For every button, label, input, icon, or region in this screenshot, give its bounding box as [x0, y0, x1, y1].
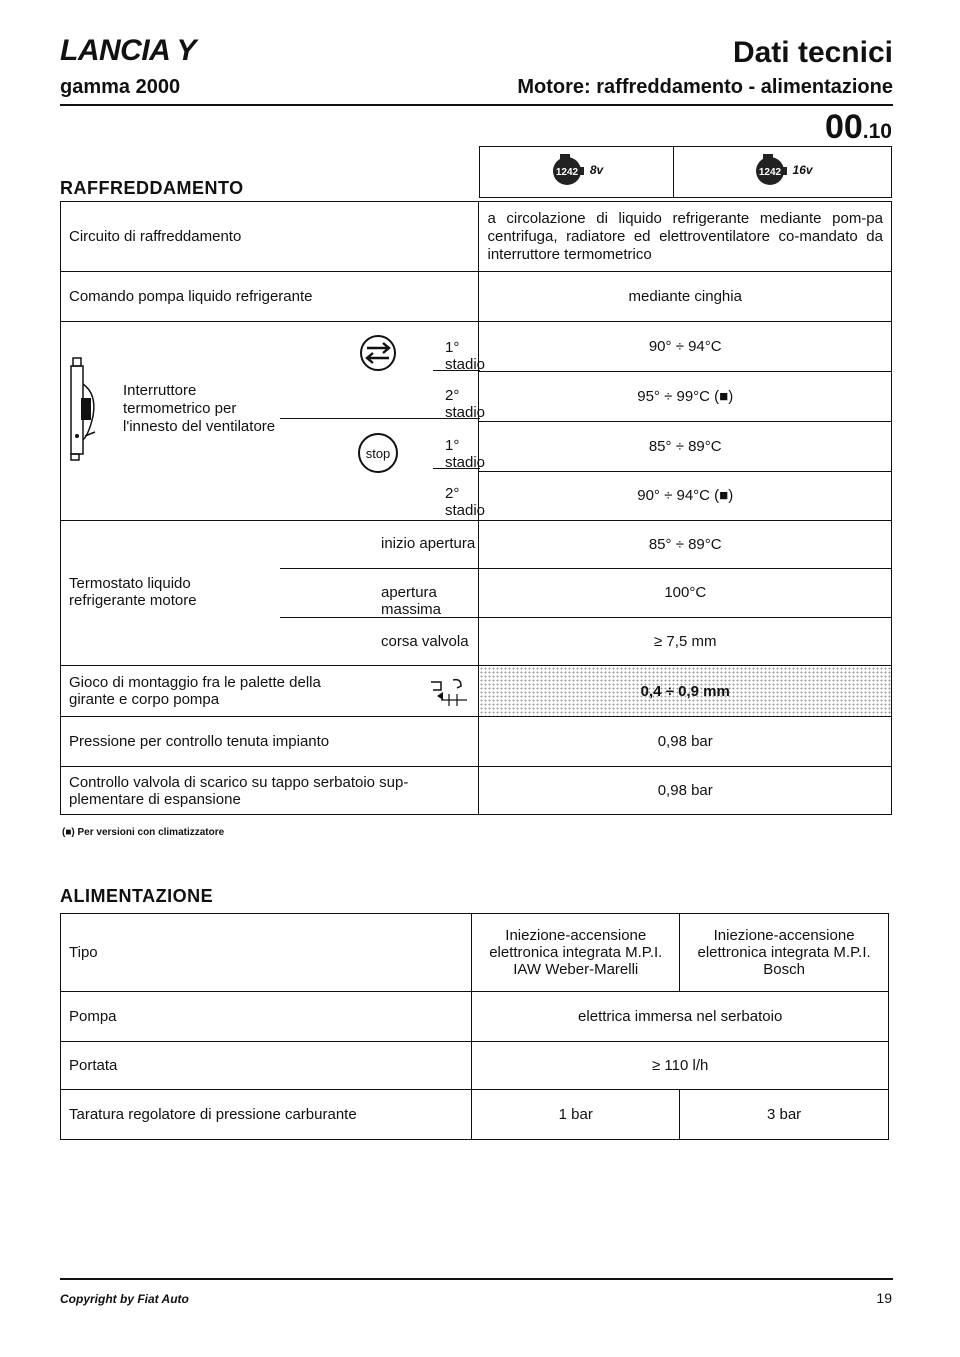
thermostat-stroke-value: ≥ 7,5 mm	[654, 633, 717, 650]
clearance-value: 0,4 ÷ 0,9 mm	[479, 666, 892, 717]
section-number: 00.10	[824, 108, 892, 146]
footer-divider	[60, 1278, 893, 1280]
table-row	[61, 202, 892, 272]
on-stage-1-label: 1° stadio	[445, 339, 486, 373]
cooling-table	[60, 201, 892, 815]
engine-col-16v	[674, 147, 892, 198]
divider	[280, 617, 480, 618]
row-value-16v: Iniezione-accensione elettronica integrata M.P.I. Bosch	[680, 914, 889, 992]
footnote: (■) Per versioni con climatizzatore	[62, 827, 225, 838]
cooling-section-title: RAFFREDDAMENTO	[60, 178, 244, 198]
on-stage-1-value: 90° ÷ 94°C	[479, 322, 891, 372]
table-row	[61, 767, 892, 815]
row-value: 0,98 bar	[479, 767, 892, 815]
thermostat-stroke-label: corsa valvola	[381, 633, 469, 650]
thermo-switch-cell	[61, 322, 486, 521]
row-value: 0,98 bar	[479, 717, 892, 767]
off-stage-1-label: 1° stadio	[445, 437, 486, 471]
page-title: Dati tecnici	[732, 36, 893, 69]
thermostat-cell	[61, 521, 479, 666]
table-row	[61, 717, 892, 767]
row-label: Tipo	[61, 914, 472, 992]
page-subtitle: Motore: raffreddamento - alimentazione	[517, 76, 893, 98]
table-row	[61, 992, 889, 1042]
engine-tag: 16v	[792, 162, 813, 177]
thermostat-label: Termostato liquido refrigerante motore	[69, 575, 197, 609]
on-stage-2-value: 95° ÷ 99°C (■)	[479, 372, 891, 422]
fuel-table	[60, 913, 889, 1140]
fan-on-icon	[359, 334, 397, 372]
table-row	[61, 272, 892, 322]
row-value-16v: 3 bar	[680, 1090, 889, 1140]
divider	[280, 418, 480, 419]
row-value: a circolazione di liquido refrigerante mediante pom-pa centrifuga, radiatore ed elettroventilatore co-mandato da interruttore termometrico	[479, 202, 892, 272]
off-stage-2-label: 2° stadio	[445, 485, 486, 519]
engine-icon	[550, 153, 584, 187]
row-label: Circuito di raffreddamento	[61, 202, 479, 272]
engine-header	[479, 146, 892, 198]
table-row	[61, 322, 892, 521]
header-divider	[60, 104, 893, 106]
row-value: elettrica immersa nel serbatoio	[472, 992, 889, 1042]
divider	[280, 568, 480, 569]
on-stage-2-label: 2° stadio	[445, 387, 486, 421]
engine-tag: 8v	[589, 162, 604, 177]
svg-text:1242: 1242	[555, 166, 578, 178]
row-label: Portata	[61, 1042, 472, 1090]
thermo-switch-icon	[67, 354, 107, 464]
page-number: 19	[876, 1290, 892, 1306]
thermostat-start-label: inizio apertura	[381, 535, 476, 552]
row-value: mediante cinghia	[479, 272, 892, 322]
off-stage-1-value: 85° ÷ 89°C	[479, 422, 891, 472]
row-label: Pompa	[61, 992, 472, 1042]
thermostat-max-label: apertura massima	[381, 584, 442, 618]
engine-icon	[753, 153, 787, 187]
divider	[433, 468, 480, 469]
table-row	[61, 521, 892, 666]
svg-text:stop: stop	[365, 446, 391, 461]
fuel-section-title: ALIMENTAZIONE	[60, 886, 214, 906]
thermostat-max-value: 100°C	[479, 569, 891, 618]
engine-col-8v	[480, 147, 674, 198]
row-label: Taratura regolatore di pressione carburante	[61, 1090, 472, 1140]
thermo-switch-values	[479, 322, 892, 521]
clearance-cell	[61, 666, 479, 717]
thermostat-start-value: 85° ÷ 89°C	[479, 521, 891, 569]
impeller-gap-icon	[427, 676, 473, 708]
copyright: Copyright by Fiat Auto	[60, 1292, 189, 1306]
row-label: Pressione per controllo tenuta impianto	[61, 717, 479, 767]
row-value-8v: 1 bar	[472, 1090, 680, 1140]
clearance-label: Gioco di montaggio fra le palette della girante e corpo pompa	[69, 674, 321, 708]
range-label: gamma 2000	[60, 76, 181, 98]
off-stage-2-value: 90° ÷ 94°C (■)	[637, 487, 734, 504]
table-row	[61, 914, 889, 992]
row-label: Controllo valvola di scarico su tappo serbatoio sup-plementare di espansione	[61, 767, 479, 815]
thermostat-values	[479, 521, 892, 666]
row-label: Comando pompa liquido refrigerante	[61, 272, 479, 322]
table-row	[61, 1042, 889, 1090]
table-row	[61, 666, 892, 717]
row-value-8v: Iniezione-accensione elettronica integrata M.P.I. IAW Weber-Marelli	[472, 914, 680, 992]
row-value: ≥ 110 l/h	[472, 1042, 889, 1090]
fan-stop-icon	[357, 432, 399, 474]
table-row	[61, 1090, 889, 1140]
divider	[433, 370, 480, 371]
svg-text:1242: 1242	[758, 166, 781, 178]
brand-title: LANCIA Y	[60, 34, 197, 67]
thermo-switch-label: Interruttore termometrico per l'innesto del ventilatore	[123, 382, 276, 435]
